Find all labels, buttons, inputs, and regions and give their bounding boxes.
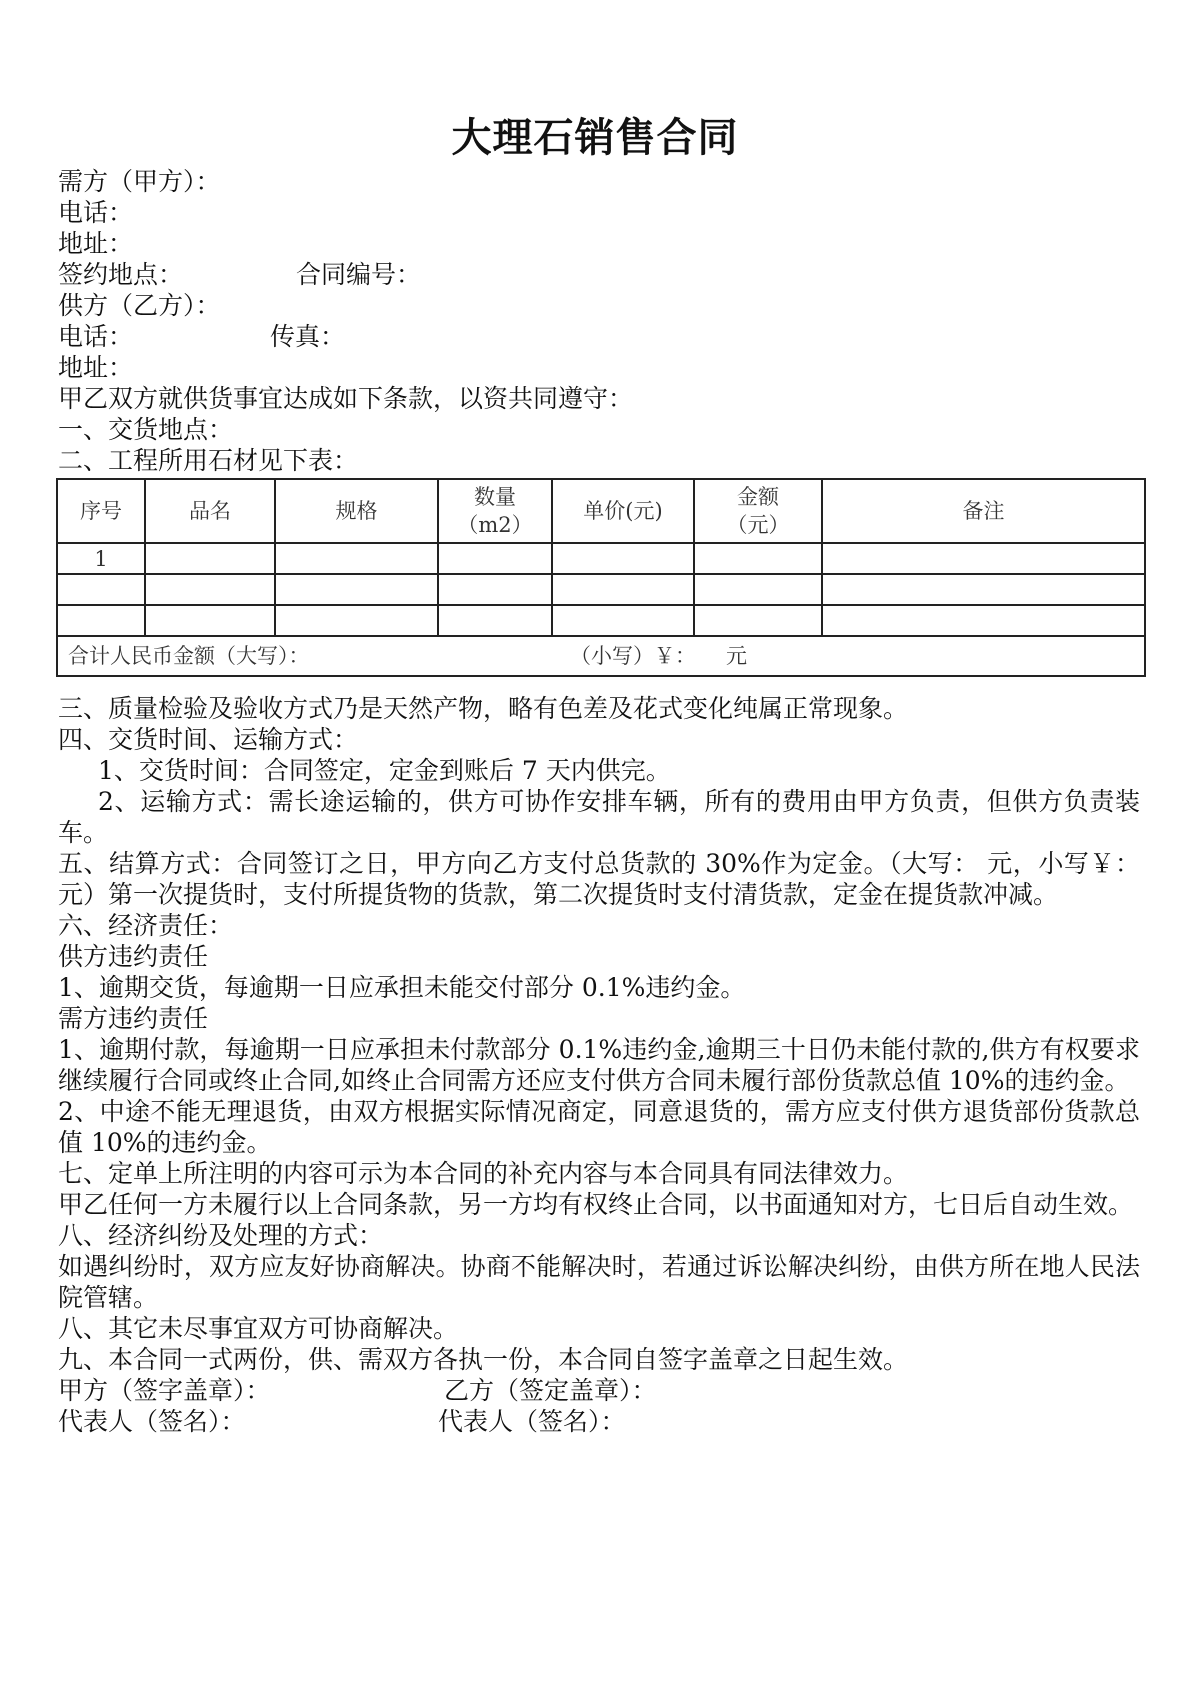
table-cell[interactable] bbox=[552, 543, 694, 574]
clause-4-2: 2、运输方式：需长途运输的，供方可协作安排车辆，所有的费用由甲方负责，但供方负责装车。 bbox=[58, 787, 1140, 847]
total-label: 合计人民币金额（大写）： bbox=[68, 644, 310, 668]
table-row bbox=[57, 543, 1145, 574]
buyer-liability-1: 1、逾期付款，每逾期一日应承担未付款部分 0.1%违约金,逾期三十日仍未能付款的,供方有权要求继续履行合同或终止合同,如终止合同需方还应支付供方合同未履行部份货款总值 10%的违约金。 bbox=[58, 1035, 1140, 1095]
table-cell[interactable] bbox=[552, 605, 694, 636]
table-cell[interactable] bbox=[552, 574, 694, 605]
seller-line: 供方（乙方）： bbox=[58, 291, 221, 320]
col-header-amount bbox=[694, 479, 822, 543]
seller-fax-label: 传真： bbox=[270, 322, 346, 351]
seller-liability-title: 供方违约责任 bbox=[58, 942, 209, 971]
table-cell[interactable] bbox=[145, 605, 275, 636]
table-cell[interactable] bbox=[275, 543, 438, 574]
document-title: 大理石销售合同 bbox=[451, 115, 739, 161]
table-header-row bbox=[57, 479, 1145, 543]
table-cell[interactable] bbox=[822, 605, 1145, 636]
col-header-no: 序号 bbox=[57, 479, 145, 543]
clause-6: 六、经济责任： bbox=[58, 911, 234, 940]
clause-9: 九、本合同一式两份，供、需双方各执一份，本合同自签字盖章之日起生效。 bbox=[58, 1345, 909, 1374]
sign-place-label: 签约地点： bbox=[58, 260, 184, 289]
total-cell bbox=[57, 636, 1145, 676]
sign-line-reps bbox=[58, 1406, 1140, 1437]
buyer-address-line: 地址： bbox=[58, 229, 134, 258]
table-cell[interactable] bbox=[694, 605, 822, 636]
clause-3: 三、质量检验及验收方式乃是天然产物，略有色差及花式变化纯属正常现象。 bbox=[58, 694, 909, 723]
clauses-block bbox=[58, 693, 1140, 1437]
seller-phone-label: 电话： bbox=[58, 322, 134, 351]
clause-7: 七、定单上所注明的内容可示为本合同的补充内容与本合同具有同法律效力。 bbox=[58, 1159, 909, 1188]
table-cell[interactable] bbox=[438, 574, 552, 605]
clause-4-1: 1、交货时间：合同签定，定金到账后 7 天内供完。 bbox=[98, 756, 671, 785]
clause-7-b: 甲乙任何一方未履行以上合同条款，另一方均有权终止合同，以书面通知对方，七日后自动生效。 bbox=[58, 1190, 1134, 1219]
clause-8-2: 八、其它未尽事宜双方可协商解决。 bbox=[58, 1314, 459, 1343]
clause-8-b: 如遇纠纷时，双方应友好协商解决。协商不能解决时，若通过诉讼解决纠纷，由供方所在地人民法院管辖。 bbox=[58, 1252, 1140, 1312]
rep-b-sign-label: 代表人（签名）： bbox=[438, 1407, 626, 1436]
table-cell[interactable] bbox=[694, 574, 822, 605]
col-header-amount-line2: （元） bbox=[726, 513, 790, 537]
table-row bbox=[57, 574, 1145, 605]
col-header-qty-line2: （m2） bbox=[457, 513, 533, 537]
sign-line-parties bbox=[58, 1375, 1140, 1406]
col-header-remark: 备注 bbox=[822, 479, 1145, 543]
col-header-price: 单价(元) bbox=[552, 479, 694, 543]
table-cell[interactable] bbox=[822, 543, 1145, 574]
table-row bbox=[57, 605, 1145, 636]
parties-block bbox=[58, 166, 1140, 476]
total-small-label: （小写）￥： bbox=[570, 644, 696, 668]
table-total-row bbox=[57, 636, 1145, 676]
table-cell[interactable] bbox=[822, 574, 1145, 605]
clause-5: 五、结算方式：合同签订之日，甲方向乙方支付总货款的 30%作为定金。（大写： 元，小写￥： 元）第一次提货时，支付所提货物的货款，第二次提货时支付清货款，定金在提货款冲减。 bbox=[58, 849, 1140, 909]
buyer-line: 需方（甲方）： bbox=[58, 167, 221, 196]
clause-2: 二、工程所用石材见下表： bbox=[58, 446, 359, 475]
clause-8: 八、经济纠纷及处理的方式： bbox=[58, 1221, 384, 1250]
buyer-phone-line: 电话： bbox=[58, 198, 134, 227]
table-cell[interactable] bbox=[438, 605, 552, 636]
clause-4: 四、交货时间、运输方式： bbox=[58, 725, 359, 754]
table-cell[interactable]: 1 bbox=[57, 543, 145, 574]
col-header-qty-line1: 数量 bbox=[474, 485, 516, 509]
col-header-qty bbox=[438, 479, 552, 543]
buyer-liability-2: 2、中途不能无理退货，由双方根据实际情况商定，同意退货的，需方应支付供方退货部份货款总值 10%的违约金。 bbox=[58, 1097, 1140, 1157]
party-a-sign-label: 甲方（签字盖章）： bbox=[58, 1376, 271, 1405]
col-header-amount-line1: 金额 bbox=[737, 485, 779, 509]
seller-address-line: 地址： bbox=[58, 353, 134, 382]
table-cell[interactable] bbox=[145, 574, 275, 605]
table-cell[interactable] bbox=[275, 605, 438, 636]
buyer-liability-title: 需方违约责任 bbox=[58, 1004, 209, 1033]
seller-phone-line bbox=[58, 321, 1140, 352]
clause-1: 一、交货地点： bbox=[58, 415, 234, 444]
col-header-name: 品名 bbox=[145, 479, 275, 543]
table-cell[interactable] bbox=[694, 543, 822, 574]
table-cell[interactable] bbox=[438, 543, 552, 574]
rep-a-sign-label: 代表人（签名）： bbox=[58, 1407, 246, 1436]
stone-items-table bbox=[56, 478, 1146, 677]
col-header-spec: 规格 bbox=[275, 479, 438, 543]
intro-line: 甲乙双方就供货事宜达成如下条款，以资共同遵守： bbox=[58, 384, 634, 413]
total-unit-label: 元 bbox=[726, 644, 747, 668]
table-cell[interactable] bbox=[57, 574, 145, 605]
table-cell[interactable] bbox=[275, 574, 438, 605]
party-b-sign-label: 乙方（签定盖章）： bbox=[444, 1376, 657, 1405]
sign-place-line bbox=[58, 259, 1140, 290]
contract-no-label: 合同编号： bbox=[296, 260, 422, 289]
table-cell[interactable] bbox=[57, 605, 145, 636]
seller-liability-1: 1、逾期交货，每逾期一日应承担未能交付部分 0.1%违约金。 bbox=[58, 973, 746, 1002]
table-cell[interactable] bbox=[145, 543, 275, 574]
